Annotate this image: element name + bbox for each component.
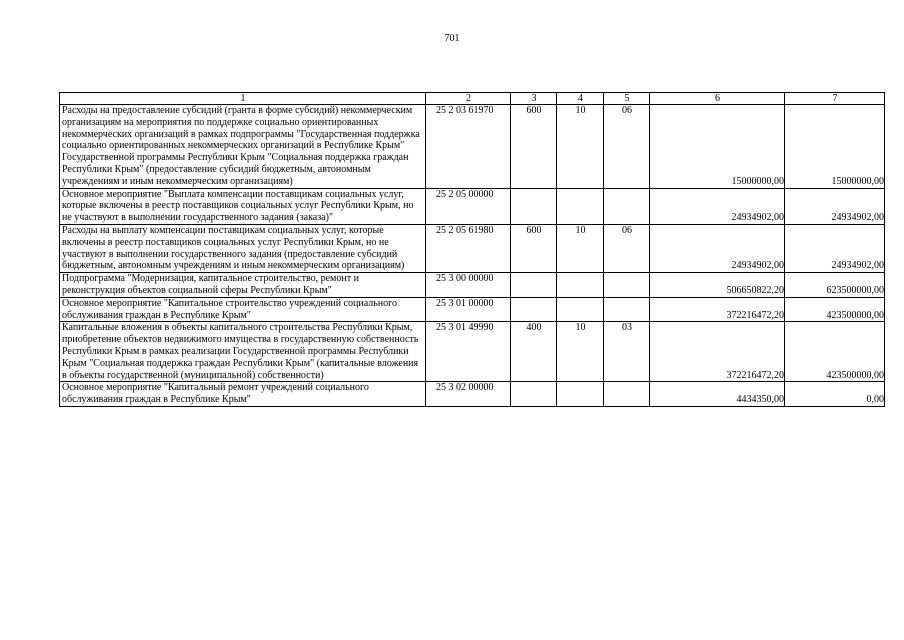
section-code [557, 273, 604, 298]
column-header: 1 [60, 93, 426, 105]
column-header: 2 [426, 93, 511, 105]
table-row [60, 188, 885, 224]
amount-col-7: 0,00 [785, 382, 885, 407]
section-code: 10 [557, 224, 604, 272]
expense-type-code [511, 297, 557, 322]
expense-type-code [511, 382, 557, 407]
subsection-code: 06 [604, 224, 650, 272]
section-code: 10 [557, 322, 604, 382]
expense-type-code: 600 [511, 224, 557, 272]
expense-type-code [511, 188, 557, 224]
amount-col-7: 15000000,00 [785, 105, 885, 189]
amount-col-6: 24934902,00 [650, 224, 785, 272]
subsection-code: 03 [604, 322, 650, 382]
section-code [557, 188, 604, 224]
expense-type-code: 600 [511, 105, 557, 189]
expense-name: Основное мероприятие "Капитальное строительство учреждений социального обслуживания граждан в Республике Крым" [60, 297, 426, 322]
target-code: 25 2 05 00000 [426, 188, 511, 224]
column-header: 3 [511, 93, 557, 105]
table-row [60, 224, 885, 272]
amount-col-6: 372216472,20 [650, 322, 785, 382]
amount-col-7: 24934902,00 [785, 224, 885, 272]
expense-name: Расходы на предоставление субсидий (гранта в форме субсидий) некоммерческим организациям на мероприятия по поддержке социально ориентированных некоммерческих организаций в рамках подпрограммы "Государственная поддержка социально ориентированных некоммерческих организаций в Республике Крым" Государственной программы Республики Крым "Социальная поддержка граждан Республики Крым" (предоставление субсидий бюджетным, автономным учреждениям и иным некоммерческим организациям) [60, 105, 426, 189]
section-code: 10 [557, 105, 604, 189]
subsection-code [604, 188, 650, 224]
expense-name: Подпрограмма "Модернизация, капитальное строительство, ремонт и реконструкция объектов социальной сферы Республики Крым" [60, 273, 426, 298]
table-row [60, 273, 885, 298]
expense-type-code [511, 273, 557, 298]
subsection-code [604, 273, 650, 298]
target-code: 25 2 03 61970 [426, 105, 511, 189]
subsection-code [604, 297, 650, 322]
column-header: 7 [785, 93, 885, 105]
amount-col-6: 372216472,20 [650, 297, 785, 322]
column-header: 4 [557, 93, 604, 105]
target-code: 25 3 02 00000 [426, 382, 511, 407]
amount-col-7: 423500000,00 [785, 322, 885, 382]
subsection-code: 06 [604, 105, 650, 189]
table-row [60, 322, 885, 382]
page-number: 701 [444, 33, 460, 44]
subsection-code [604, 382, 650, 407]
amount-col-6: 4434350,00 [650, 382, 785, 407]
expense-name: Расходы на выплату компенсации поставщикам социальных услуг, которые включены в реестр поставщиков социальных услуг Республики Крым, но не участвуют в выполнении государственного задания (предоставление субсидий бюджетным, автономным учреждениям и иным некоммерческим организациям) [60, 224, 426, 272]
table-row [60, 105, 885, 189]
target-code: 25 3 01 00000 [426, 297, 511, 322]
amount-col-7: 423500000,00 [785, 297, 885, 322]
section-code [557, 297, 604, 322]
target-code: 25 3 00 00000 [426, 273, 511, 298]
table-row [60, 382, 885, 407]
table-row [60, 297, 885, 322]
amount-col-7: 623500000,00 [785, 273, 885, 298]
table-header-row [60, 93, 885, 105]
expense-type-code: 400 [511, 322, 557, 382]
target-code: 25 2 05 61980 [426, 224, 511, 272]
expense-name: Основное мероприятие "Капитальный ремонт учреждений социального обслуживания граждан в Республике Крым" [60, 382, 426, 407]
expense-name: Основное мероприятие "Выплата компенсации поставщикам социальных услуг, которые включены в реестр поставщиков социальных услуг Республики Крым, но не участвуют в выполнении государственного задания (заказа)" [60, 188, 426, 224]
target-code: 25 3 01 49990 [426, 322, 511, 382]
amount-col-6: 506650822,20 [650, 273, 785, 298]
amount-col-6: 24934902,00 [650, 188, 785, 224]
column-header: 5 [604, 93, 650, 105]
section-code [557, 382, 604, 407]
budget-table [59, 92, 885, 407]
column-header: 6 [650, 93, 785, 105]
expense-name: Капитальные вложения в объекты капитального строительства Республики Крым, приобретение объектов недвижимого имущества в государственную собственность Республики Крым в рамках реализации Государственной программы Республики Крым "Социальная поддержка граждан Республики Крым" (капитальные вложения в объекты государственной (муниципальной) собственности) [60, 322, 426, 382]
amount-col-6: 15000000,00 [650, 105, 785, 189]
amount-col-7: 24934902,00 [785, 188, 885, 224]
